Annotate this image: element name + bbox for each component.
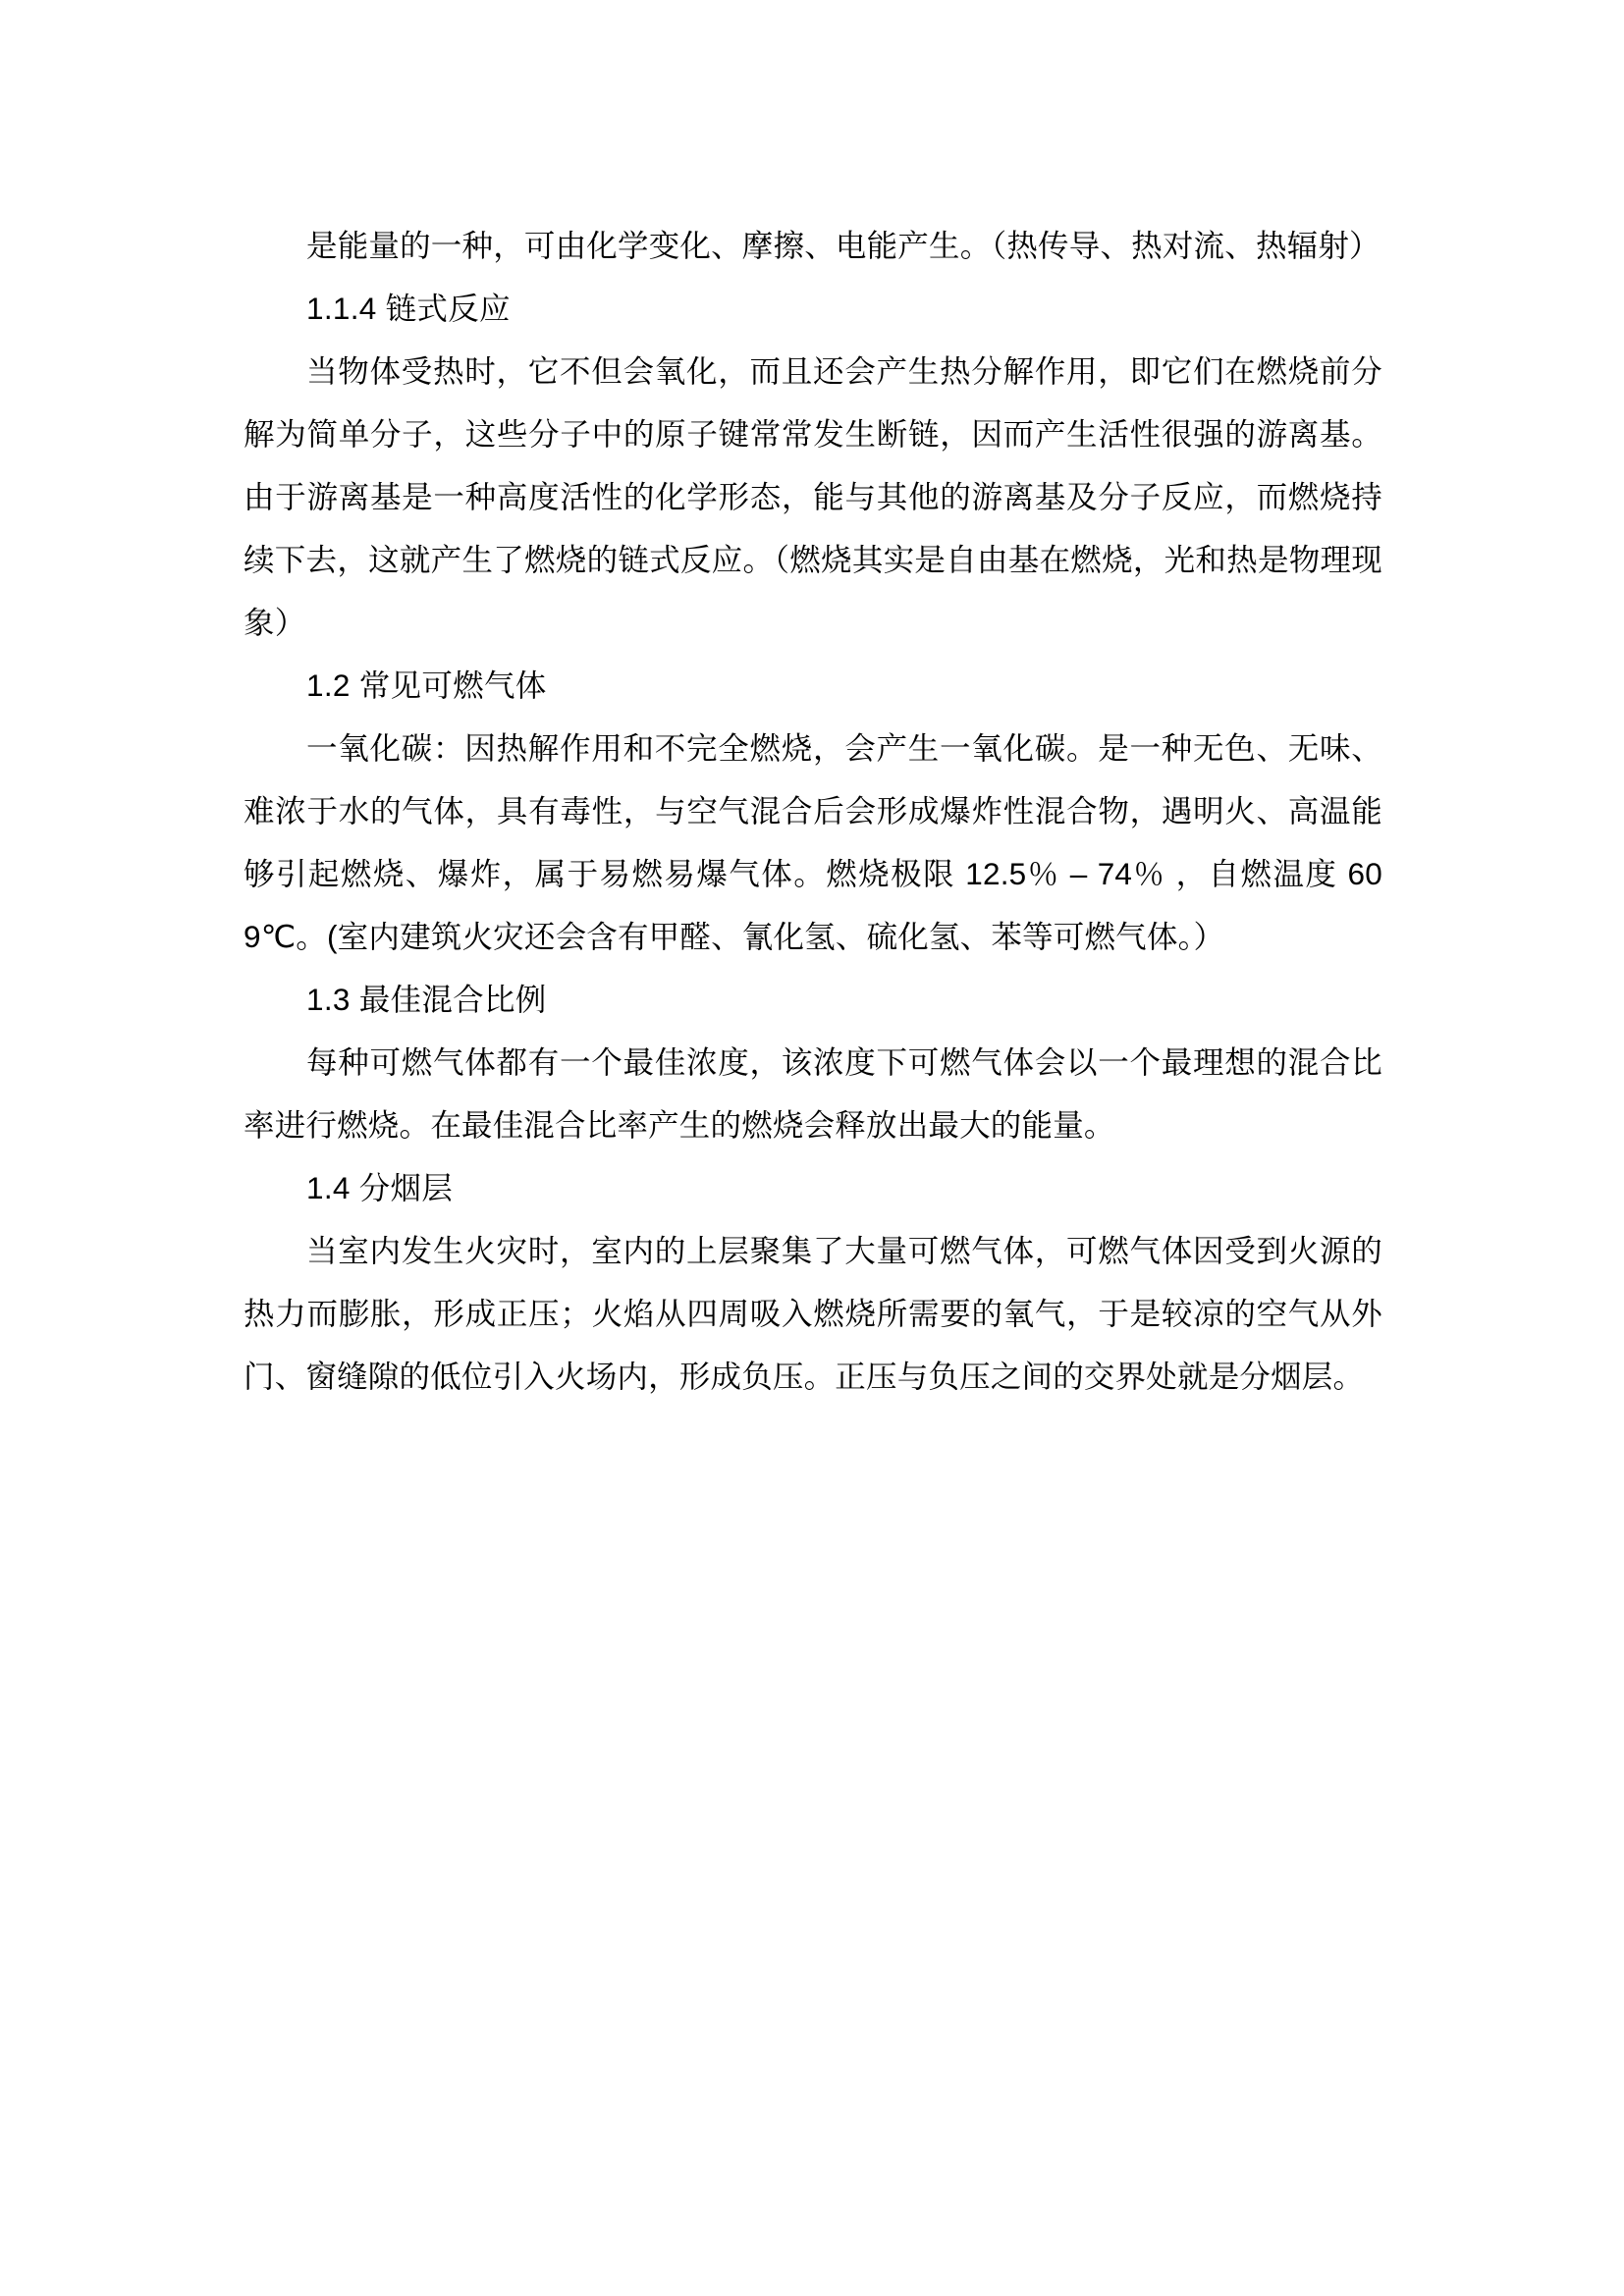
heading-1-4-smoke-layer: 1.4 分烟层 <box>306 1170 454 1205</box>
paragraph-best-mix-ratio: 每种可燃气体都有一个最佳浓度，该浓度下可燃气体会以一个最理想的混合比率进行燃烧。在最佳混合比率产生的燃烧会释放出最大的能量。 <box>244 1044 1382 1143</box>
heading-1-2-common-flammable-gases: 1.2 常见可燃气体 <box>306 667 547 703</box>
document-body <box>244 214 1382 1408</box>
paragraph-smoke-layer: 当室内发生火灾时，室内的上层聚集了大量可燃气体，可燃气体因受到火源的热力而膨胀，形成正压；火焰从四周吸入燃烧所需要的氧气，于是较凉的空气从外门、窗缝隙的低位引入火场内，形成负压。正压与负压之间的交界处就是分烟层。 <box>244 1233 1382 1394</box>
heading-1-1-4-chain-reaction: 1.1.4 链式反应 <box>306 291 511 326</box>
paragraph-chain-reaction: 当物体受热时，它不但会氧化，而且还会产生热分解作用，即它们在燃烧前分解为简单分子，这些分子中的原子键常常发生断链，因而产生活性很强的游离基。由于游离基是一种高度活性的化学形态，能与其他的游离基及分子反应，而燃烧持续下去，这就产生了燃烧的链式反应。（燃烧其实是自由基在燃烧，光和热是物理现象） <box>244 353 1382 640</box>
heading-1-3-best-mix-ratio: 1.3 最佳混合比例 <box>306 982 547 1017</box>
paragraph-carbon-monoxide: 一氧化碳：因热解作用和不完全燃烧，会产生一氧化碳。是一种无色、无味、难浓于水的气体，具有毒性，与空气混合后会形成爆炸性混合物，遇明火、高温能够引起燃烧、爆炸，属于易燃易爆气体。燃烧极限 12.5％ – 74％ ，自燃温度 609℃。(室内建筑火灾还会含有甲醛、氰化氢、硫化氢、苯等可燃气体。） <box>244 730 1382 954</box>
paragraph-heat-energy: 是能量的一种，可由化学变化、摩擦、电能产生。（热传导、热对流、热辐射） <box>306 228 1380 263</box>
